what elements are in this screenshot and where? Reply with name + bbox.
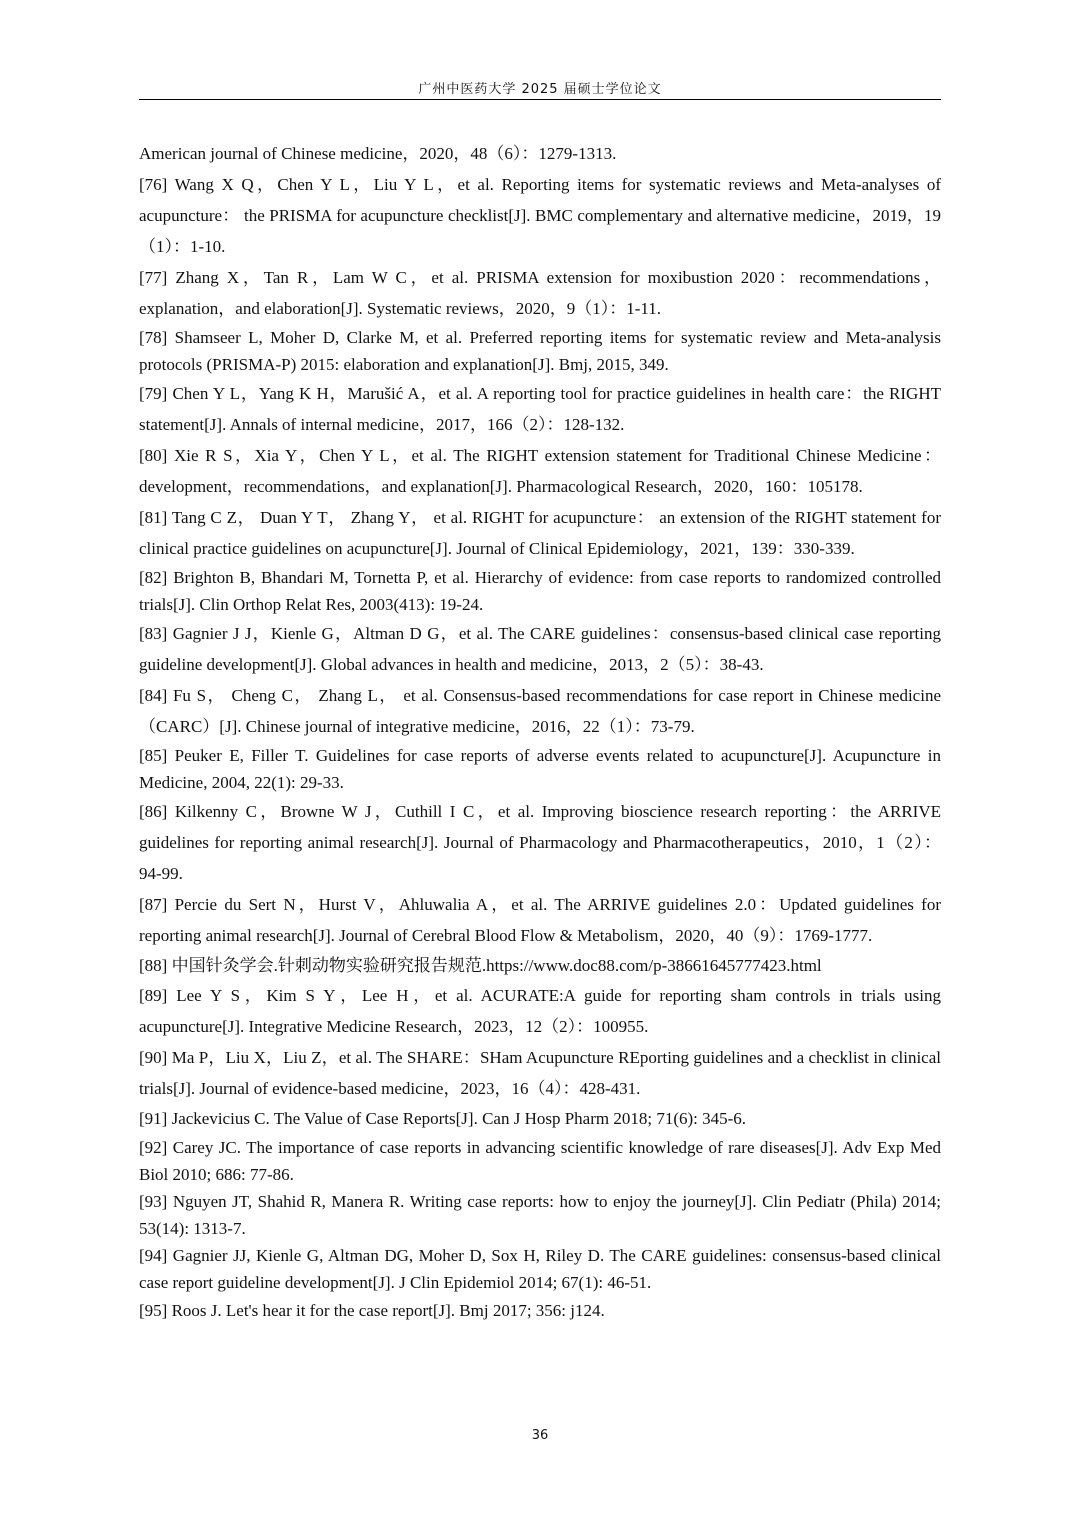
reference-90: [90] Ma P，Liu X，Liu Z，et al. The SHARE：SHam Acupuncture REporting guidelines and a checklist in clinical trials[J]. Journal of evidence-based medicine，2023，16（4）：428-431. bbox=[139, 1048, 941, 1098]
reference-87: [87] Percie du Sert N，Hurst V，Ahluwalia A，et al. The ARRIVE guidelines 2.0：Updated guidelines for reporting animal research[J]. Journal of Cerebral Blood Flow & Metabolism，2020，40（9）：1769-1777. bbox=[139, 894, 941, 945]
reference-88: [88] 中国针灸学会.针刺动物实验研究报告规范.https://www.doc88.com/p-38661645777423.html bbox=[139, 955, 822, 975]
reference-list bbox=[139, 139, 941, 1325]
reference-76: [76] Wang X Q，Chen Y L，Liu Y L，et al. Reporting items for systematic reviews and Meta-analyses of acupuncture： the PRISMA for acupuncture checklist[J]. BMC complementary and alternative medicine，2019，19（1）：1-10. bbox=[139, 174, 941, 256]
reference-81: [81] Tang C Z， Duan Y T， Zhang Y， et al. RIGHT for acupuncture： an extension of the RIGHT statement for clinical practice guidelines on acupuncture[J]. Journal of Clinical Epidemiology，2021，139：330-339. bbox=[139, 507, 941, 558]
reference-89: [89] Lee Y S，Kim S Y，Lee H，et al. ACURATE:A guide for reporting sham controls in trials using acupuncture[J]. Integrative Medicine Research，2023，12（2）：100955. bbox=[139, 986, 941, 1036]
running-header: 广州中医药大学 2025 届硕士学位论文 bbox=[418, 82, 662, 97]
reference-79: [79] Chen Y L，Yang K H，Marušić A，et al. A reporting tool for practice guidelines in health care：the RIGHT statement[J]. Annals of internal medicine，2017，166（2）：128-132. bbox=[139, 383, 941, 434]
reference-84: [84] Fu S， Cheng C， Zhang L， et al. Consensus-based recommendations for case report in Chinese medicine （CARC）[J]. Chinese journal of integrative medicine，2016，22（1）：73-79. bbox=[139, 685, 941, 736]
reference-85: [85] Peuker E, Filler T. Guidelines for case reports of adverse events related to acupuncture[J]. Acupuncture in Medicine, 2004, 22(1): 29-33. bbox=[139, 745, 941, 792]
reference-83: [83] Gagnier J J，Kienle G，Altman D G，et al. The CARE guidelines：consensus-based clinical case reporting guideline development[J]. Global advances in health and medicine，2013，2（5）：38-43. bbox=[139, 623, 941, 674]
page-number: 36 bbox=[531, 1428, 549, 1443]
reference-93: [93] Nguyen JT, Shahid R, Manera R. Writing case reports: how to enjoy the journey[J]. Clin Pediatr (Phila) 2014; 53(14): 1313-7. bbox=[139, 1191, 941, 1238]
reference-86: [86] Kilkenny C，Browne W J，Cuthill I C，et al. Improving bioscience research reporting：the ARRIVE guidelines for reporting animal research[J]. Journal of Pharmacology and Pharmacotherapeutics，2010，1（2）：94-99. bbox=[139, 801, 941, 883]
reference-continued: American journal of Chinese medicine，2020，48（6）：1279-1313. bbox=[139, 144, 617, 163]
reference-91: [91] Jackevicius C. The Value of Case Reports[J]. Can J Hosp Pharm 2018; 71(6): 345-6. bbox=[139, 1109, 747, 1128]
reference-92: [92] Carey JC. The importance of case reports in advancing scientific knowledge of rare diseases[J]. Adv Exp Med Biol 2010; 686: 77-86. bbox=[139, 1137, 941, 1184]
reference-94: [94] Gagnier JJ, Kienle G, Altman DG, Moher D, Sox H, Riley D. The CARE guidelines: consensus-based clinical case report guideline development[J]. J Clin Epidemiol 2014; 67(1): 46-51. bbox=[139, 1245, 941, 1292]
reference-78: [78] Shamseer L, Moher D, Clarke M, et al. Preferred reporting items for systematic review and Meta-analysis protocols (PRISMA-P) 2015: elaboration and explanation[J]. Bmj, 2015, 349. bbox=[139, 327, 941, 374]
reference-77: [77] Zhang X，Tan R，Lam W C，et al. PRISMA extension for moxibustion 2020：recommendations，explanation，and elaboration[J]. Systematic reviews，2020，9（1）：1-11. bbox=[139, 267, 941, 318]
reference-82: [82] Brighton B, Bhandari M, Tornetta P, et al. Hierarchy of evidence: from case reports to randomized controlled trials[J]. Clin Orthop Relat Res, 2003(413): 19-24. bbox=[139, 567, 941, 614]
header-divider bbox=[139, 99, 941, 100]
reference-80: [80] Xie R S，Xia Y，Chen Y L，et al. The RIGHT extension statement for Traditional Chinese Medicine：development，recommendations，and explanation[J]. Pharmacological Research，2020，160：105178. bbox=[139, 445, 941, 496]
reference-95: [95] Roos J. Let's hear it for the case report[J]. Bmj 2017; 356: j124. bbox=[139, 1300, 605, 1320]
